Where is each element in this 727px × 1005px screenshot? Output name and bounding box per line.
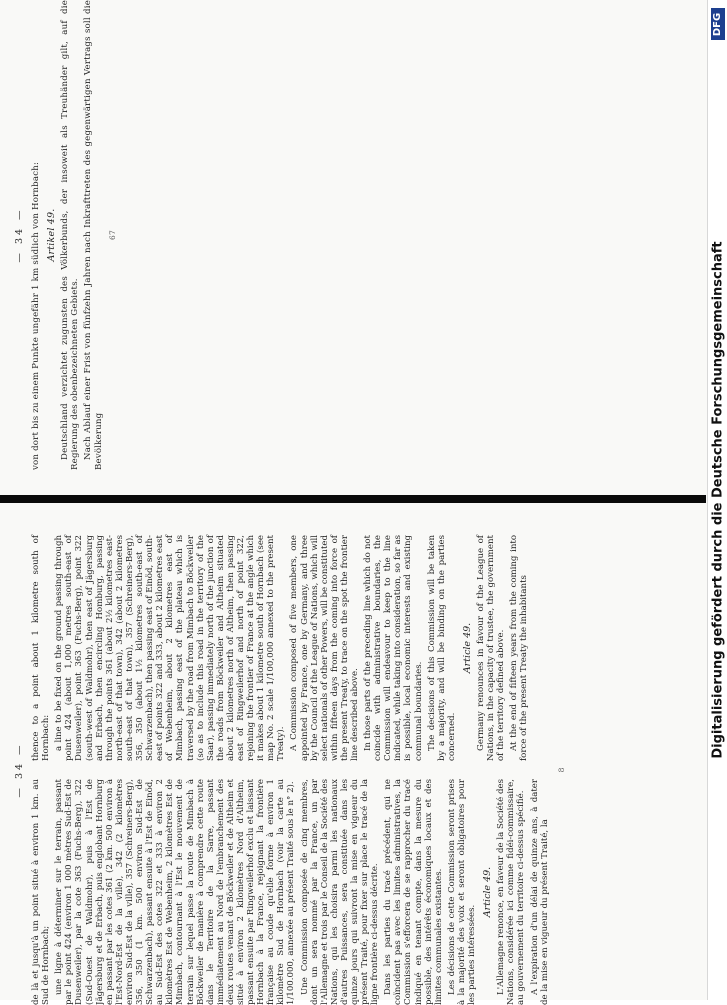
paragraph: Les décisions de cette Commission seront prises à la majorité des voix et seront obligatoires pour les parties intéressées. (446, 779, 478, 1005)
upper-page (15, 0, 705, 470)
page-gutter (0, 495, 706, 503)
paragraph: L'Allemagne renonce, en faveur de la Société des Nations, considérée ici comme fidéi-commissaire, au gouvernement du territoire ci-dessus spécifié. (496, 779, 527, 1005)
folio-number: 8 (556, 767, 566, 773)
folio-number: 67 (107, 230, 117, 240)
paragraph: a line to be fixed on the ground passing through point 424 (about 1,000 metres south-east of Dusenweiler), point 363 (Fuchs-Berg), point 322 (south-west of Waldmohr), then east of Jägersburg and Erbach, then encircling Homburg, passing through the points 361 (about 2½ kilometres east-north-east of that town), 342 (about 2 kilometres south-east of that town), 357 (Schreiners-Berg), 356, 350 (about 1½ kilometres south-east of Schwarzenbach), then passing east of Einöd, south-east of points 322 and 333, about 2 kilometres east of Webenheim, about 2 kilometres east of Mimbach, passing east of the plateau which is traversed by the road from Mimbach to Böckweiler (so as to include this road in the territory of the Saar), passing immediately north of the junction of the roads from Böckweiler and Altheim situated about 2 kilometres north of Altheim, then passing east of Ringweilerhof and north of point 322, rejoining the frontier of France at the angle which it makes about 1 kilometre south of Hornbach (see map No. 2 scale 1/100,000 annexed to the present Treaty). (54, 535, 287, 761)
paragraph: Une Commission composée de cinq membres, dont un sera nommé par la France, un par l'Allemagne et trois par le Conseil de la Société des Nations, qui les choisira parmi les nationaux d'autres Puissances, sera constituée dans les quinze jours qui suivront la mise en vigueur du présent Traité, pour fixer sur place le tracé de la ligne frontière ci-dessus décrite. (299, 779, 381, 1005)
page-number: — 34 — (14, 742, 25, 798)
paragraph: von dort bis zu einem Punkte ungefähr 1 km südlich von Hornbach: (31, 161, 42, 470)
dfg-logo-icon: DFG (711, 8, 725, 40)
paragraph: Deutschland verzichtet zugunsten des Völkerbunds, der insoweit als Treuhänder gilt, auf die Regierung des obenbezeichneten Gebiets. (60, 0, 81, 470)
digitization-credit-strip (707, 0, 727, 1000)
paragraph: thence to a point about 1 kilometre south of Hornbach: (31, 535, 52, 761)
paragraph: une ligne à déterminer sur le terrain, passant par le point 424 (environ 1 000 mètres Sud-Est de Dusenweiler), par la cote 363 (Fuchs-Berg), 322 (Sud-Ouest de Waldmohr), puis à l'Est de Jägersburg et de Erbach, puis englobant Hornburg en passant par les cotes 361 (2 km. 500 environ à l'Est-Nord-Est de la ville), 342 (2 kilomètres environ Sud-Est de la ville), 357 (Schreiners-Berg), 356, 350 (1 km. 500 environ Sud-Est de Schwarzenbach), passant ensuite à l'Est de Einöd, au Sud-Est des cotes 322 et 333 à environ 2 kilomètres Est de Webenheim, 2 kilomètres Est de Mimbach, contournant à l'Est le mouvement de terrain sur lequel passe la route de Mimbach à Böckweiler de manière à comprendre cette route dans le Territoire de la Sarre, passant immédiatement au Nord de l'embranchement des deux routes venant de Böckweiler et de Altheim et situé à environ 2 kilomètres Nord d'Altheim, passant ensuite par Ringweilerhof exclu et laissant Hornbach à la France, rejoignant la frontière française au coude qu'elle forme à environ 1 kilomètre Sud de Hornbach (voir la carte au 1/100.000, annexée au présent Traité sous le n° 2). (54, 779, 297, 1005)
lower-page (15, 535, 705, 1005)
paragraph: de là et jusqu'à un point situé à environ 1 km. au Sud de Hornbach; (31, 779, 52, 1005)
article-heading: Artikel 49. (46, 208, 58, 262)
digitization-credit-text: Digitalisierung gefördert durch die Deutsche Forschungsgemeinschaft (710, 241, 726, 759)
article-heading: Article 49. (482, 866, 494, 918)
paragraph: The decisions of this Commission will be taken by a majority, and will be binding on the parties concerned. (426, 535, 457, 761)
paragraph: A l'expiration d'un délai de quinze ans, à dater de la mise en vigueur du présent Traité, la (529, 779, 550, 1005)
paragraph: At the end of fifteen years from the coming into force of the present Treaty the inhabitants (509, 535, 530, 761)
article-heading: Article 49. (461, 622, 473, 674)
paragraph: A Commission composed of five members, one appointed by France, one by Germany, and three by the Council of the League of Nations, which will select nationals of other Powers, will be constituted within fifteen days from the coming into force of the present Treaty, to trace on the spot the frontier line described above. (289, 535, 360, 761)
paragraph: Dans les parties du tracé précédent, qui ne coïncident pas avec les limites administratives, la Commission s'efforcera de se rapprocher du tracé indiqué en tenant compte, dans la mesure du possible, des intérêts économiques locaux et des limites communales existantes. (383, 779, 444, 1005)
page-number: — 34 — (14, 207, 25, 263)
french-column (31, 779, 553, 1005)
german-column (31, 0, 118, 470)
paragraph: Germany renounces in favour of the League of Nations, in the capacity of trustee, the government of the territory defined above. (476, 535, 507, 761)
paragraph: Nach Ablauf einer Frist von fünfzehn Jahren nach Inkrafttreten des gegenwärtigen Vertrags soll die Bevölkerung (83, 0, 104, 470)
paragraph: In those parts of the preceding line which do not coincide with administrative boundaries, the Commission will endeavour to keep to the line indicated, while taking into consideration, so far as is possible, local economic interests and existing communal boundaries. (363, 535, 424, 761)
english-column (31, 535, 553, 761)
